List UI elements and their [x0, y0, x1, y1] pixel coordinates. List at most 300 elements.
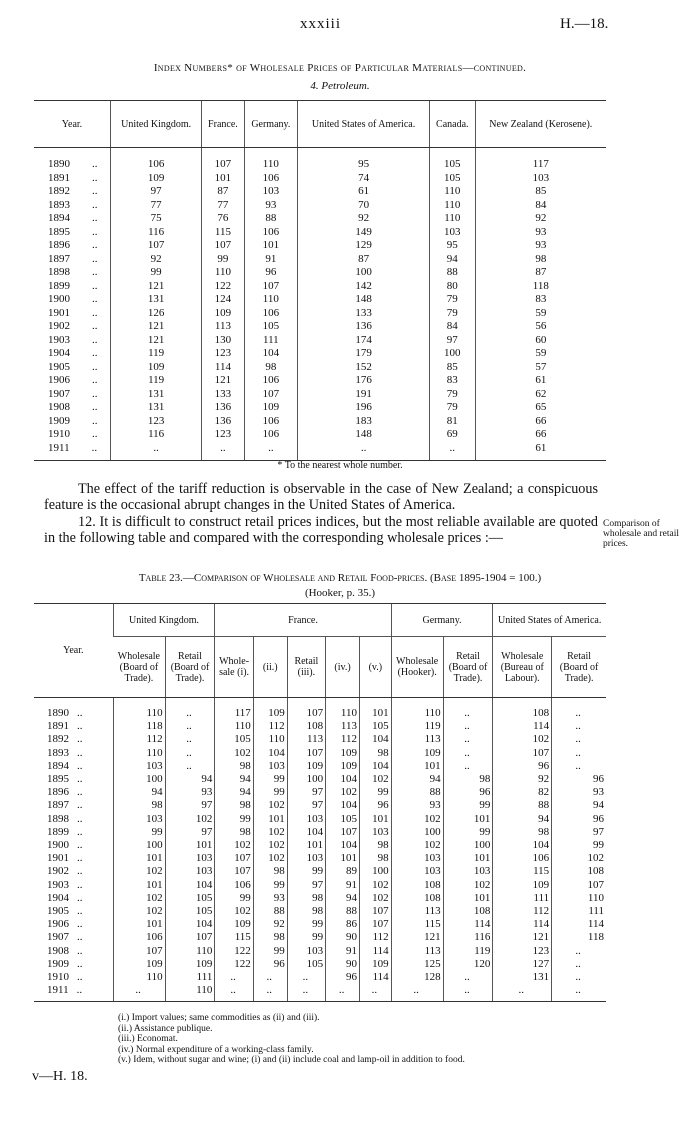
- table2-subheader: Retail (Board of Trade).: [552, 637, 606, 698]
- value-cell: 99: [360, 786, 392, 799]
- table-row: [34, 226, 606, 240]
- value-cell: 98: [215, 760, 253, 773]
- value-cell: 79: [429, 401, 475, 415]
- value-cell: 113: [287, 733, 325, 746]
- value-cell: 121: [493, 931, 552, 944]
- table-row: [34, 428, 606, 442]
- value-cell: 128: [391, 971, 443, 984]
- year-cell: 1892 ..: [48, 185, 98, 197]
- value-cell: 109: [165, 958, 215, 971]
- year-cell: 1907 ..: [48, 387, 98, 400]
- value-cell: ..: [552, 733, 606, 746]
- value-cell: 98: [215, 799, 253, 812]
- value-cell: 98: [287, 905, 325, 918]
- value-cell: 123: [202, 428, 244, 442]
- value-cell: 116: [111, 226, 202, 240]
- value-cell: 91: [244, 253, 298, 267]
- value-cell: 103: [253, 760, 287, 773]
- year-cell: 1901 ..: [48, 306, 98, 319]
- value-cell: 83: [475, 293, 606, 307]
- value-cell: 118: [552, 931, 606, 944]
- value-cell: 116: [111, 428, 202, 442]
- value-cell: 101: [443, 852, 493, 865]
- value-cell: 101: [202, 172, 244, 186]
- table-row: [34, 388, 606, 402]
- value-cell: 114: [443, 918, 493, 931]
- year-cell: 1908 ..: [48, 401, 98, 413]
- table-row: [34, 415, 606, 429]
- value-cell: 106: [244, 428, 298, 442]
- value-cell: 119: [443, 945, 493, 958]
- value-cell: 98: [443, 773, 493, 786]
- value-cell: ..: [360, 984, 392, 1002]
- value-cell: 107: [165, 931, 215, 944]
- value-cell: 99: [215, 892, 253, 905]
- table2-subheader: (iv.): [326, 637, 360, 698]
- value-cell: 115: [493, 865, 552, 878]
- table-row: [34, 945, 606, 958]
- value-cell: ..: [443, 971, 493, 984]
- value-cell: 101: [253, 813, 287, 826]
- value-cell: 102: [253, 826, 287, 839]
- value-cell: 110: [429, 185, 475, 199]
- year-cell: 1902 ..: [48, 320, 98, 332]
- value-cell: 176: [298, 374, 430, 388]
- value-cell: 100: [391, 826, 443, 839]
- value-cell: 122: [202, 280, 244, 294]
- value-cell: 100: [113, 839, 165, 852]
- value-cell: 101: [113, 879, 165, 892]
- table-note: (iv.) Normal expenditure of a working-class family.: [118, 1044, 314, 1055]
- table-row: [34, 786, 606, 799]
- value-cell: 110: [429, 212, 475, 226]
- value-cell: 112: [360, 931, 392, 944]
- value-cell: 106: [111, 158, 202, 172]
- year-cell: 1891 ..: [48, 171, 98, 184]
- value-cell: 59: [475, 307, 606, 321]
- value-cell: 107: [244, 388, 298, 402]
- value-cell: 112: [253, 720, 287, 733]
- value-cell: 102: [253, 839, 287, 852]
- value-cell: 102: [253, 799, 287, 812]
- value-cell: 102: [360, 892, 392, 905]
- value-cell: 102: [552, 852, 606, 865]
- value-cell: 148: [298, 428, 430, 442]
- value-cell: ..: [552, 747, 606, 760]
- value-cell: 90: [326, 958, 360, 971]
- value-cell: 86: [326, 918, 360, 931]
- value-cell: 105: [429, 172, 475, 186]
- value-cell: 121: [111, 334, 202, 348]
- value-cell: 117: [475, 158, 606, 172]
- value-cell: ..: [391, 984, 443, 1002]
- value-cell: 174: [298, 334, 430, 348]
- table-row: [34, 266, 606, 280]
- table-row: [34, 442, 606, 461]
- year-cell: 1893 ..: [47, 746, 83, 759]
- value-cell: 136: [202, 401, 244, 415]
- value-cell: 121: [391, 931, 443, 944]
- value-cell: 110: [202, 266, 244, 280]
- value-cell: 113: [391, 733, 443, 746]
- table-row: [34, 212, 606, 226]
- value-cell: 103: [165, 852, 215, 865]
- table2-subheader: Wholesale (Board of Trade).: [113, 637, 165, 698]
- value-cell: 99: [253, 773, 287, 786]
- value-cell: 107: [113, 945, 165, 958]
- year-cell: 1893 ..: [48, 198, 98, 211]
- value-cell: 95: [429, 239, 475, 253]
- value-cell: 102: [215, 747, 253, 760]
- value-cell: 98: [360, 839, 392, 852]
- table-row: [34, 865, 606, 878]
- value-cell: 114: [552, 918, 606, 931]
- value-cell: 92: [493, 773, 552, 786]
- year-cell: 1894 ..: [47, 759, 83, 772]
- value-cell: 89: [326, 865, 360, 878]
- value-cell: 92: [253, 918, 287, 931]
- value-cell: 126: [111, 307, 202, 321]
- value-cell: 109: [326, 760, 360, 773]
- value-cell: 107: [360, 905, 392, 918]
- table-row: [34, 347, 606, 361]
- value-cell: 101: [443, 813, 493, 826]
- value-cell: 87: [298, 253, 430, 267]
- value-cell: 106: [244, 374, 298, 388]
- value-cell: 79: [429, 293, 475, 307]
- value-cell: 103: [391, 852, 443, 865]
- value-cell: 96: [326, 971, 360, 984]
- year-cell: 1911 ..: [34, 984, 113, 1002]
- value-cell: 105: [287, 958, 325, 971]
- value-cell: 88: [244, 212, 298, 226]
- table1-header: France.: [202, 101, 244, 148]
- value-cell: 65: [475, 401, 606, 415]
- value-cell: 88: [391, 786, 443, 799]
- value-cell: 110: [215, 720, 253, 733]
- value-cell: 111: [493, 892, 552, 905]
- value-cell: 70: [298, 199, 430, 213]
- value-cell: 152: [298, 361, 430, 375]
- table1-header: United States of America.: [298, 101, 430, 148]
- value-cell: 103: [244, 185, 298, 199]
- value-cell: ..: [287, 971, 325, 984]
- table-row: [34, 253, 606, 267]
- value-cell: 115: [391, 918, 443, 931]
- value-cell: 101: [360, 707, 392, 720]
- value-cell: ..: [552, 760, 606, 773]
- value-cell: 114: [360, 971, 392, 984]
- value-cell: 100: [287, 773, 325, 786]
- year-cell: 1890 ..: [47, 707, 83, 719]
- value-cell: 121: [202, 374, 244, 388]
- value-cell: 107: [202, 158, 244, 172]
- value-cell: 79: [429, 388, 475, 402]
- table1-header: Germany.: [244, 101, 298, 148]
- value-cell: 105: [360, 720, 392, 733]
- value-cell: 113: [391, 945, 443, 958]
- value-cell: 109: [202, 307, 244, 321]
- table2-caption-source: (Hooker, p. 35.): [304, 587, 376, 599]
- value-cell: 94: [113, 786, 165, 799]
- value-cell: 98: [360, 747, 392, 760]
- value-cell: 66: [475, 415, 606, 429]
- value-cell: 99: [113, 826, 165, 839]
- value-cell: 96: [443, 786, 493, 799]
- value-cell: 107: [202, 239, 244, 253]
- value-cell: 96: [360, 799, 392, 812]
- value-cell: 103: [165, 865, 215, 878]
- value-cell: 105: [429, 158, 475, 172]
- value-cell: 129: [298, 239, 430, 253]
- value-cell: 99: [287, 931, 325, 944]
- value-cell: ..: [552, 945, 606, 958]
- value-cell: 104: [360, 760, 392, 773]
- value-cell: 102: [215, 839, 253, 852]
- value-cell: 69: [429, 428, 475, 442]
- value-cell: 98: [493, 826, 552, 839]
- value-cell: 108: [391, 892, 443, 905]
- value-cell: 99: [202, 253, 244, 267]
- value-cell: 87: [475, 266, 606, 280]
- value-cell: 109: [326, 747, 360, 760]
- value-cell: 105: [165, 892, 215, 905]
- value-cell: 104: [326, 773, 360, 786]
- value-cell: 106: [244, 226, 298, 240]
- value-cell: 93: [253, 892, 287, 905]
- value-cell: 101: [113, 852, 165, 865]
- value-cell: 99: [253, 879, 287, 892]
- value-cell: 110: [165, 945, 215, 958]
- year-cell: 1895 ..: [47, 773, 83, 786]
- value-cell: 109: [111, 172, 202, 186]
- table-note: (i.) Import values; same commodities as (ii) and (iii).: [118, 1013, 320, 1023]
- value-cell: 97: [165, 826, 215, 839]
- value-cell: 109: [391, 747, 443, 760]
- table-row: [34, 401, 606, 415]
- year-cell: 1903 ..: [48, 333, 98, 346]
- value-cell: 110: [165, 984, 215, 1002]
- value-cell: 88: [253, 905, 287, 918]
- value-cell: 119: [111, 347, 202, 361]
- year-cell: 1897 ..: [48, 252, 98, 265]
- value-cell: 92: [475, 212, 606, 226]
- value-cell: ..: [552, 971, 606, 984]
- value-cell: 100: [429, 347, 475, 361]
- table-row: [34, 361, 606, 375]
- value-cell: 99: [287, 865, 325, 878]
- table-row: [34, 826, 606, 839]
- year-cell: 1907 ..: [47, 931, 83, 944]
- value-cell: 131: [111, 293, 202, 307]
- value-cell: 94: [215, 773, 253, 786]
- value-cell: 131: [111, 388, 202, 402]
- year-cell: 1896 ..: [47, 786, 83, 799]
- group-usa: United States of America.: [493, 604, 606, 637]
- page-footer: v—H. 18.: [32, 1069, 88, 1084]
- value-cell: 112: [113, 733, 165, 746]
- value-cell: 101: [113, 918, 165, 931]
- table-note: (ii.) Assistance publique.: [118, 1023, 213, 1034]
- year-cell: 1894 ..: [48, 212, 98, 224]
- value-cell: 102: [326, 786, 360, 799]
- value-cell: 97: [287, 786, 325, 799]
- value-cell: ..: [298, 442, 430, 461]
- value-cell: 102: [113, 865, 165, 878]
- value-cell: 102: [215, 905, 253, 918]
- value-cell: 103: [443, 865, 493, 878]
- value-cell: 136: [202, 415, 244, 429]
- value-cell: 123: [493, 945, 552, 958]
- value-cell: 107: [360, 918, 392, 931]
- value-cell: 149: [298, 226, 430, 240]
- value-cell: 105: [165, 905, 215, 918]
- year-cell: 1902 ..: [47, 865, 83, 878]
- value-cell: 102: [443, 879, 493, 892]
- table-note: (v.) Idem, without sugar and wine; (i) and (ii) include coal and lamp-oil in addition to food.: [118, 1055, 465, 1065]
- value-cell: 101: [326, 852, 360, 865]
- value-cell: 97: [165, 799, 215, 812]
- table2-subheader: Whole-sale (i).: [215, 637, 253, 698]
- value-cell: 125: [391, 958, 443, 971]
- value-cell: 101: [443, 892, 493, 905]
- table-row: [34, 720, 606, 733]
- value-cell: 105: [244, 320, 298, 334]
- value-cell: ..: [253, 984, 287, 1002]
- value-cell: 94: [391, 773, 443, 786]
- year-cell: 1901 ..: [47, 852, 83, 865]
- value-cell: ..: [215, 984, 253, 1002]
- value-cell: 85: [475, 185, 606, 199]
- table-row: [34, 239, 606, 253]
- table2-caption: Table 23.—Comparison of Wholesale and Retail Food-prices. (Base 1895-1904 = 100.): [138, 572, 542, 584]
- value-cell: 98: [360, 852, 392, 865]
- table-row: [34, 307, 606, 321]
- value-cell: 107: [244, 280, 298, 294]
- value-cell: 108: [391, 879, 443, 892]
- value-cell: 81: [429, 415, 475, 429]
- value-cell: 196: [298, 401, 430, 415]
- value-cell: 79: [429, 307, 475, 321]
- value-cell: 104: [244, 347, 298, 361]
- table1-header: United Kingdom.: [111, 101, 202, 148]
- value-cell: ..: [326, 984, 360, 1002]
- table1-header: Canada.: [429, 101, 475, 148]
- value-cell: 112: [326, 733, 360, 746]
- table2-subheader: Retail (Board of Trade).: [443, 637, 493, 698]
- value-cell: 85: [429, 361, 475, 375]
- value-cell: 99: [111, 266, 202, 280]
- value-cell: 97: [287, 799, 325, 812]
- table2-notes: [118, 1013, 465, 1066]
- col-year: Year.: [34, 604, 113, 698]
- value-cell: 107: [287, 707, 325, 720]
- table-row: [34, 773, 606, 786]
- value-cell: 104: [360, 733, 392, 746]
- value-cell: 113: [326, 720, 360, 733]
- value-cell: 100: [443, 839, 493, 852]
- value-cell: 103: [287, 945, 325, 958]
- table-row: [34, 185, 606, 199]
- value-cell: 109: [493, 879, 552, 892]
- value-cell: 87: [202, 185, 244, 199]
- value-cell: ..: [552, 707, 606, 720]
- value-cell: 109: [253, 707, 287, 720]
- table-row: [34, 374, 606, 388]
- table-row: [34, 984, 606, 1002]
- table-row: [34, 905, 606, 918]
- value-cell: 122: [215, 945, 253, 958]
- table2-subheader: (ii.): [253, 637, 287, 698]
- value-cell: 103: [429, 226, 475, 240]
- value-cell: 56: [475, 320, 606, 334]
- value-cell: 104: [493, 839, 552, 852]
- value-cell: 84: [429, 320, 475, 334]
- value-cell: 133: [202, 388, 244, 402]
- table-row: [34, 158, 606, 172]
- value-cell: 59: [475, 347, 606, 361]
- value-cell: 61: [298, 185, 430, 199]
- page-number: xxxiii: [300, 16, 342, 32]
- value-cell: 111: [552, 905, 606, 918]
- value-cell: 109: [360, 958, 392, 971]
- value-cell: 93: [475, 226, 606, 240]
- value-cell: 104: [287, 826, 325, 839]
- value-cell: 98: [475, 253, 606, 267]
- value-cell: 109: [113, 958, 165, 971]
- year-cell: 1908 ..: [47, 944, 83, 957]
- value-cell: 99: [253, 945, 287, 958]
- value-cell: 96: [253, 958, 287, 971]
- group-uk: United Kingdom.: [113, 604, 215, 637]
- value-cell: 66: [475, 428, 606, 442]
- value-cell: 179: [298, 347, 430, 361]
- value-cell: 120: [443, 958, 493, 971]
- value-cell: 110: [244, 158, 298, 172]
- value-cell: 98: [244, 361, 298, 375]
- value-cell: 104: [165, 879, 215, 892]
- value-cell: 98: [253, 931, 287, 944]
- value-cell: ..: [165, 733, 215, 746]
- year-cell: 1903 ..: [47, 878, 83, 891]
- value-cell: 131: [493, 971, 552, 984]
- value-cell: 82: [493, 786, 552, 799]
- table2-subheader: Retail (iii).: [287, 637, 325, 698]
- value-cell: 93: [475, 239, 606, 253]
- value-cell: 74: [298, 172, 430, 186]
- value-cell: 107: [326, 826, 360, 839]
- value-cell: 97: [429, 334, 475, 348]
- year-cell: 1890 ..: [48, 158, 98, 170]
- value-cell: 106: [244, 415, 298, 429]
- value-cell: 115: [215, 931, 253, 944]
- value-cell: 98: [113, 799, 165, 812]
- value-cell: 94: [215, 786, 253, 799]
- table-row: [34, 293, 606, 307]
- value-cell: 101: [360, 813, 392, 826]
- value-cell: 118: [113, 720, 165, 733]
- value-cell: 104: [165, 918, 215, 931]
- value-cell: 93: [244, 199, 298, 213]
- table-row: [34, 958, 606, 971]
- value-cell: 123: [111, 415, 202, 429]
- value-cell: 94: [552, 799, 606, 812]
- value-cell: 110: [253, 733, 287, 746]
- year-cell: 1891 ..: [47, 720, 83, 733]
- value-cell: 113: [391, 905, 443, 918]
- value-cell: 133: [298, 307, 430, 321]
- value-cell: 91: [326, 879, 360, 892]
